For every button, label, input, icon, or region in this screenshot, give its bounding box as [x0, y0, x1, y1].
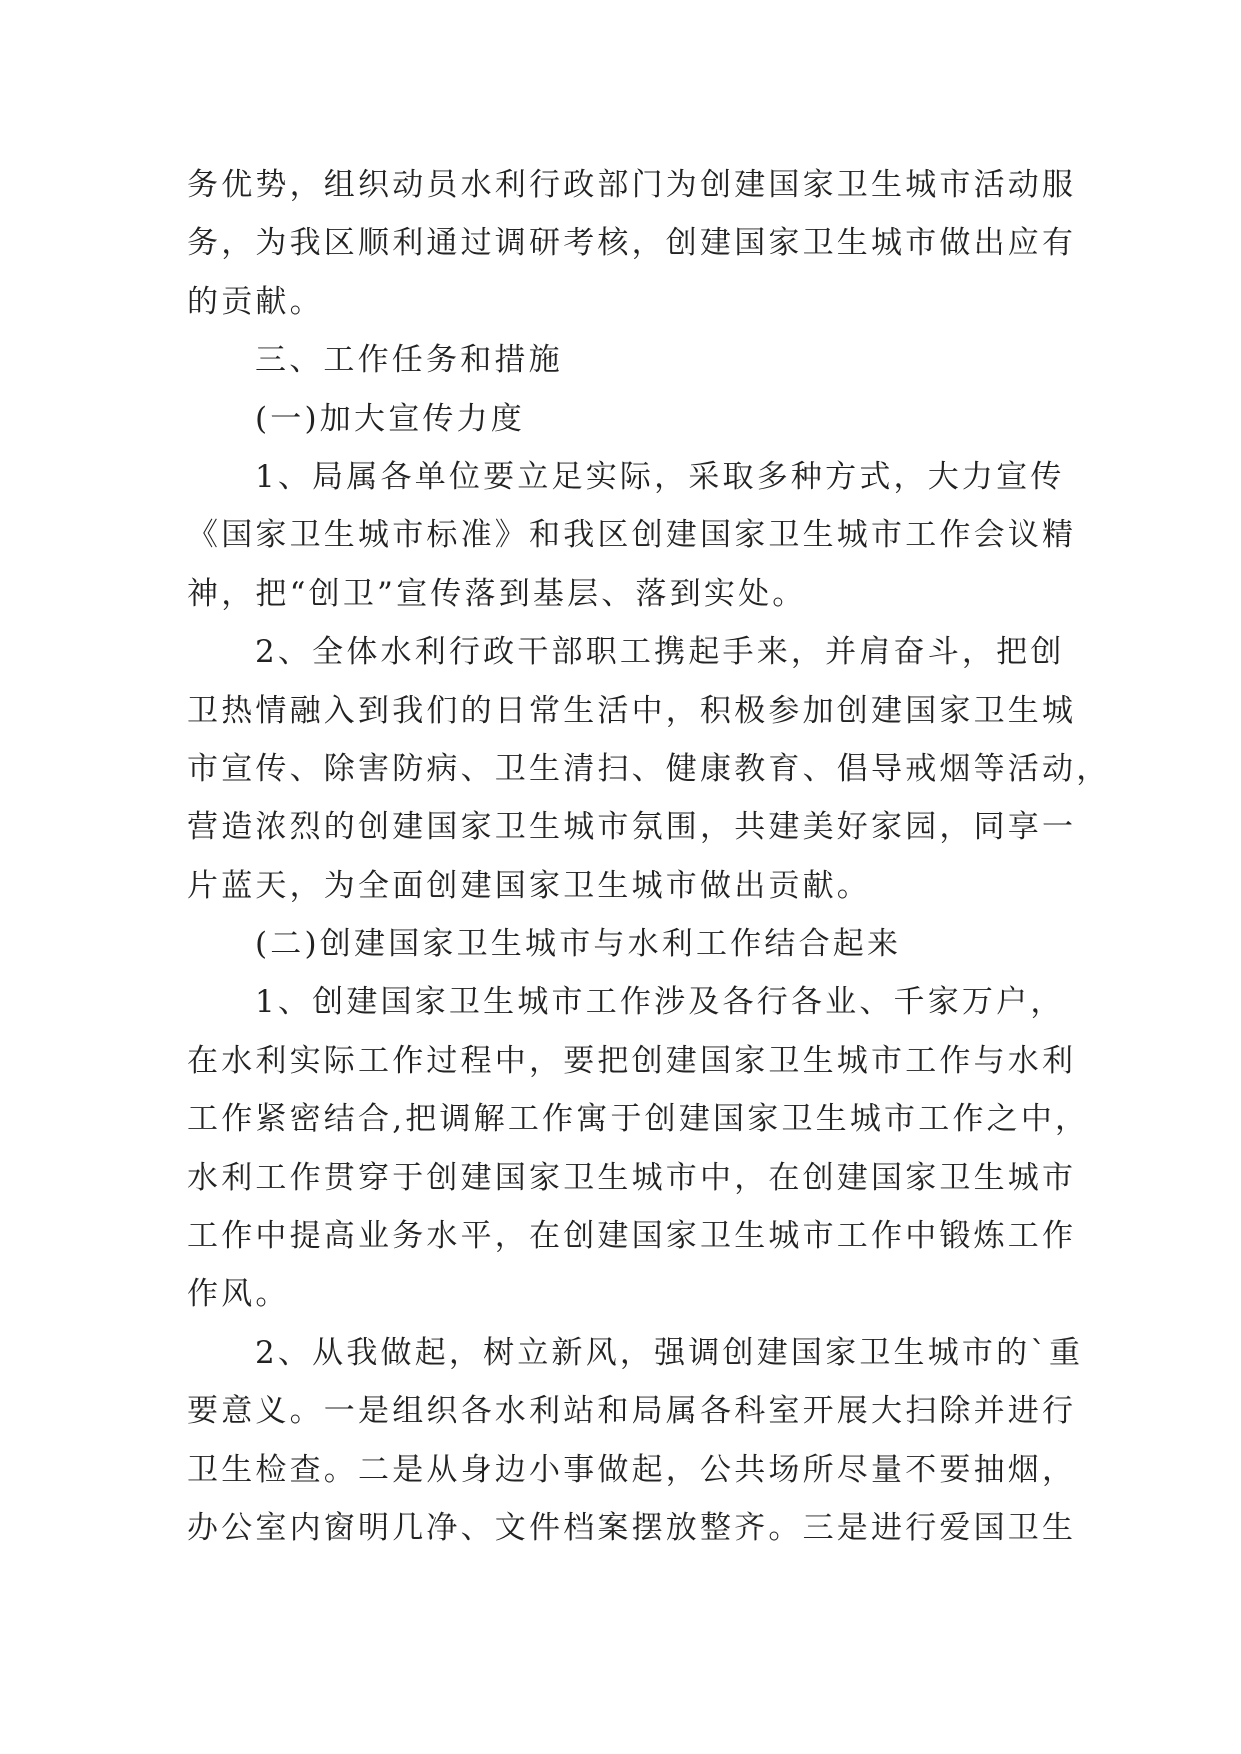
text-line: 务优势，组织动员水利行政部门为创建国家卫生城市活动服 [187, 167, 1077, 203]
text-line: 卫生检查。二是从身边小事做起，公共场所尽量不要抽烟， [187, 1451, 1077, 1488]
text-line: 神，把“创卫”宣传落到基层、落到实处。 [187, 575, 807, 612]
subsection-heading: (一)加大宣传力度 [255, 400, 525, 437]
text-line: 2、从我做起，树立新风，强调创建国家卫生城市的`重 [255, 1334, 1084, 1371]
text-line: 作风。 [187, 1276, 290, 1313]
text-line: 在水利实际工作过程中，要把创建国家卫生城市工作与水利 [187, 1042, 1077, 1079]
text-line: 营造浓烈的创建国家卫生城市氛围，共建美好家园，同享一 [187, 809, 1077, 846]
text-line: 要意义。一是组织各水利站和局属各科室开展大扫除并进行 [187, 1393, 1077, 1430]
text-line: 2、全体水利行政干部职工携起手来，并肩奋斗，把创 [255, 634, 1065, 671]
text-line: 的贡献。 [187, 283, 324, 320]
text-line: 务，为我区顺利通过调研考核，创建国家卫生城市做出应有 [187, 225, 1077, 262]
section-heading: 三、工作任务和措施 [255, 342, 563, 379]
text-line: 1、创建国家卫生城市工作涉及各行各业、千家万户， [255, 984, 1065, 1021]
text-line: 卫热情融入到我们的日常生活中，积极参加创建国家卫生城 [187, 692, 1077, 729]
text-line: 水利工作贯穿于创建国家卫生城市中，在创建国家卫生城市 [187, 1159, 1077, 1196]
body-text [187, 156, 1111, 1557]
text-line: 片蓝天，为全面创建国家卫生城市做出贡献。 [187, 867, 871, 904]
text-line: 办公室内窗明几净、文件档案摆放整齐。三是进行爱国卫生 [187, 1509, 1077, 1546]
text-line: 《国家卫生城市标准》和我区创建国家卫生城市工作会议精 [187, 517, 1077, 554]
subsection-heading: (二)创建国家卫生城市与水利工作结合起来 [255, 926, 902, 963]
text-line: 工作紧密结合,把调解工作寓于创建国家卫生城市工作之中， [187, 1101, 1090, 1138]
text-line: 1、局属各单位要立足实际，采取多种方式，大力宣传 [255, 458, 1065, 495]
text-line: 市宣传、除害防病、卫生清扫、健康教育、倡导戒烟等活动， [187, 750, 1111, 787]
text-line: 工作中提高业务水平，在创建国家卫生城市工作中锻炼工作 [187, 1218, 1077, 1255]
